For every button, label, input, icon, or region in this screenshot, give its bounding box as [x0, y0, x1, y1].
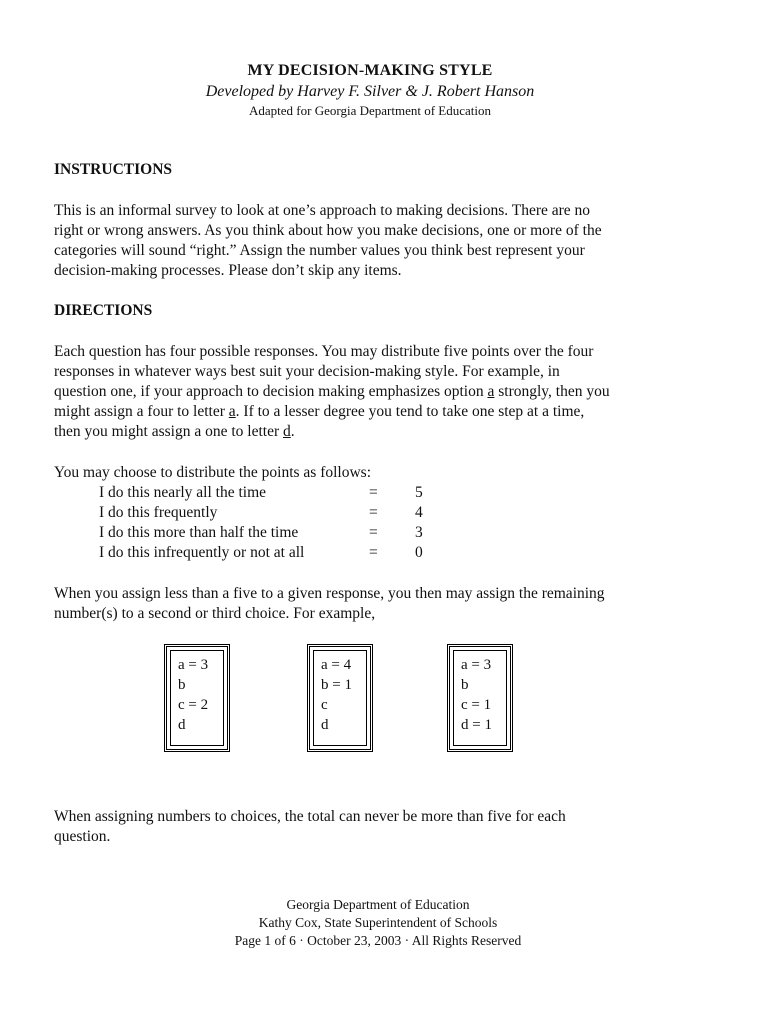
directions-text: strongly, then you: [494, 383, 610, 400]
directions-line: responses in whatever ways best suit your decision-making style. For example, in: [54, 363, 560, 380]
footer-organization: Georgia Department of Education: [286, 897, 470, 912]
example-entry: c = 2: [178, 697, 209, 713]
directions-text: question one, if your approach to decision making emphasizes option: [54, 383, 488, 400]
option-letter-d: d: [283, 423, 291, 440]
document-header: [0, 61, 740, 120]
scale-equals: =: [369, 544, 378, 561]
directions-text: then you might assign a one to letter: [54, 423, 284, 440]
instructions-line: categories will sound “right.” Assign the number values you think best represent your: [54, 242, 585, 259]
directions-text: . If to a lesser degree you tend to take one step at a time,: [235, 403, 585, 420]
page-footer: [0, 896, 756, 950]
example-box-content: [170, 650, 224, 746]
page-subtitle: Developed by Harvey F. Silver & J. Robert Hanson: [205, 83, 535, 100]
option-letter-a: a: [487, 383, 495, 400]
scale-equals: =: [369, 484, 378, 501]
example-entry: d: [178, 717, 186, 733]
scale-description: I do this more than half the time: [99, 524, 299, 541]
scale-row: [99, 543, 439, 563]
example-box-content: [313, 650, 367, 746]
total-line: When assigning numbers to choices, the total can never be more than five for each: [54, 808, 566, 825]
example-box-content: [453, 650, 507, 746]
footer-superintendent: Kathy Cox, State Superintendent of Schools: [258, 915, 498, 930]
directions-line: [54, 402, 694, 422]
remaining-paragraph: [54, 584, 694, 624]
directions-line: [54, 382, 694, 402]
remaining-line: number(s) to a second or third choice. For example,: [54, 605, 376, 622]
example-entry: a = 3: [178, 657, 209, 673]
instructions-line: decision-making processes. Please don’t skip any items.: [54, 262, 402, 279]
scale-row: [99, 503, 439, 523]
directions-paragraph: [54, 342, 694, 442]
distribute-intro-text: You may choose to distribute the points as follows:: [54, 464, 372, 481]
example-entry: d: [321, 717, 329, 733]
directions-text: .: [290, 423, 295, 440]
example-box-3: [447, 644, 513, 752]
example-entry: c: [321, 697, 328, 713]
points-scale: [99, 483, 439, 563]
scale-description: I do this frequently: [99, 504, 218, 521]
scale-value: 5: [415, 484, 423, 501]
example-entry: b: [461, 677, 469, 693]
instructions-line: right or wrong answers. As you think about how you make decisions, one or more of the: [54, 222, 602, 239]
directions-heading: DIRECTIONS: [54, 302, 153, 319]
page-title: MY DECISION-MAKING STYLE: [247, 62, 493, 79]
scale-row: [99, 523, 439, 543]
total-line: question.: [54, 828, 111, 845]
total-paragraph: [54, 807, 694, 847]
example-box-2: [307, 644, 373, 752]
scale-equals: =: [369, 524, 378, 541]
scale-value: 0: [415, 544, 423, 561]
directions-text: might assign a four to letter: [54, 403, 229, 420]
distribute-intro: [54, 463, 694, 483]
scale-row: [99, 483, 439, 503]
example-entry: a = 3: [461, 657, 492, 673]
remaining-line: When you assign less than a five to a given response, you then may assign the remaining: [54, 585, 605, 602]
footer-page-info: Page 1 of 6 · October 23, 2003 · All Rights Reserved: [234, 933, 522, 948]
example-entry: a = 4: [321, 657, 352, 673]
example-entry: b: [178, 677, 186, 693]
directions-line: Each question has four possible responses. You may distribute five points over the four: [54, 343, 594, 360]
option-letter-a: a: [228, 403, 236, 420]
example-entry: b = 1: [321, 677, 352, 693]
example-entry: c = 1: [461, 697, 492, 713]
scale-description: I do this nearly all the time: [99, 484, 267, 501]
instructions-heading: INSTRUCTIONS: [54, 161, 173, 178]
example-entry: d = 1: [461, 717, 492, 733]
directions-line: [54, 422, 694, 442]
instructions-paragraph: [54, 201, 694, 281]
adapted-note: Adapted for Georgia Department of Education: [249, 103, 491, 118]
scale-description: I do this infrequently or not at all: [99, 544, 305, 561]
instructions-line: This is an informal survey to look at one’s approach to making decisions. There are no: [54, 202, 591, 219]
scale-equals: =: [369, 504, 378, 521]
scale-value: 4: [415, 504, 423, 521]
example-box-1: [164, 644, 230, 752]
scale-value: 3: [415, 524, 423, 541]
